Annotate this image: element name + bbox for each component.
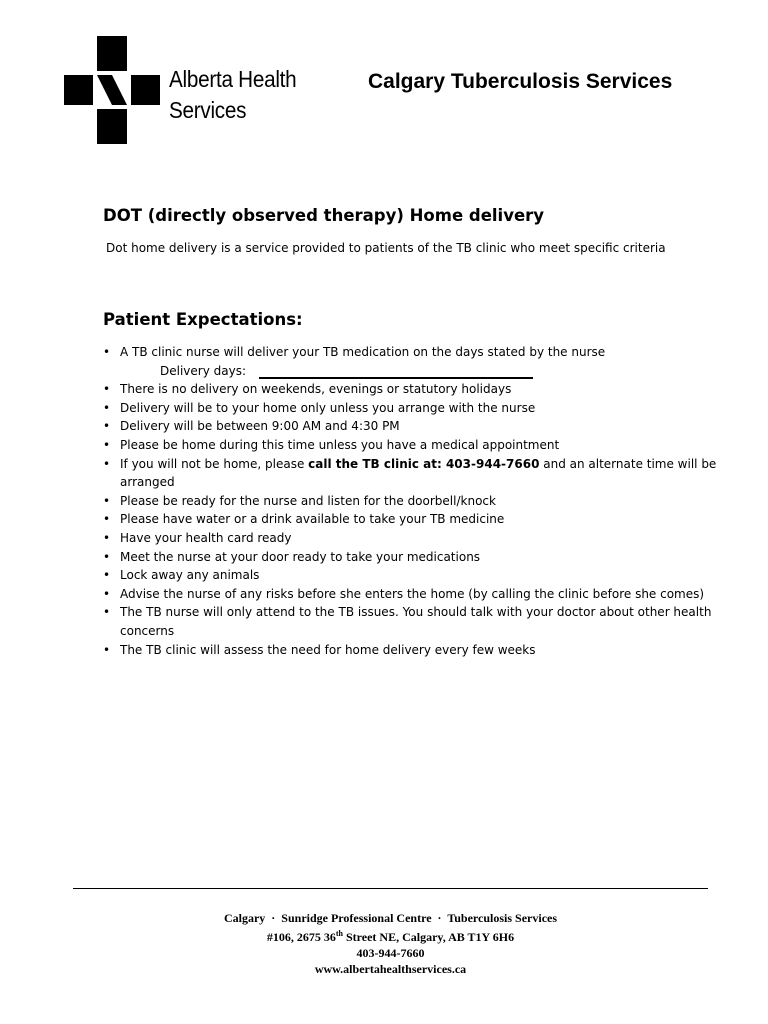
list-item xyxy=(103,603,723,640)
footer-separator: · xyxy=(437,911,442,925)
footer-address-part: Street NE, Calgary, AB T1Y 6H6 xyxy=(343,930,515,944)
list-item xyxy=(103,417,723,436)
list-item xyxy=(103,436,723,455)
footer-address-part: #106, 2675 36 xyxy=(266,930,336,944)
bullet-icon: • xyxy=(103,419,111,434)
footer-city: Calgary xyxy=(223,911,266,925)
list-item-text: The TB clinic will assess the need for home delivery every few weeks xyxy=(120,642,536,657)
bullet-icon: • xyxy=(103,642,111,657)
bullet-icon: • xyxy=(103,400,111,415)
alberta-health-services-logo-icon xyxy=(64,36,160,144)
list-item-text: A TB clinic nurse will deliver your TB medication on the days stated by the nurse xyxy=(120,345,606,359)
list-item-text: Have your health card ready xyxy=(120,530,292,545)
footer-separator: · xyxy=(271,911,276,925)
list-item xyxy=(103,529,723,548)
delivery-days-blank xyxy=(259,377,533,379)
list-item-text: Delivery will be to your home only unless you arrange with the nurse xyxy=(120,400,536,415)
delivery-days-label: Delivery days: xyxy=(160,363,246,378)
bullet-icon: • xyxy=(103,605,111,620)
bullet-icon: • xyxy=(103,549,111,564)
list-item-text: Meet the nurse at your door ready to take your medications xyxy=(120,549,481,564)
list-item xyxy=(103,492,723,511)
list-item-text: There is no delivery on weekends, evenings or statutory holidays xyxy=(120,382,512,397)
expectations-heading: Patient Expectations: xyxy=(103,310,303,329)
list-item xyxy=(103,510,723,529)
footer-line1 xyxy=(73,910,708,926)
org-title: Calgary Tuberculosis Services xyxy=(368,70,673,93)
list-item-text: Please be home during this time unless you have a medical appointment xyxy=(120,437,560,452)
footer-divider xyxy=(73,888,708,889)
bullet-icon: • xyxy=(103,512,111,527)
intro-text: Dot home delivery is a service provided to patients of the TB clinic who meet specific criteria xyxy=(106,241,666,255)
bullet-icon: • xyxy=(103,493,111,508)
bullet-icon: • xyxy=(103,456,111,471)
footer-address-sup: th xyxy=(335,929,343,938)
footer-service: Tuberculosis Services xyxy=(447,911,558,925)
bullet-icon: • xyxy=(103,530,111,545)
logo-wordmark xyxy=(169,64,296,126)
delivery-days-row xyxy=(120,362,723,381)
list-item-text: The TB nurse will only attend to the TB issues. You should talk with your doctor about other health concerns xyxy=(120,605,712,638)
list-item-text: If you will not be home, please xyxy=(120,456,309,471)
logo-text-line2: Services xyxy=(169,97,247,123)
list-item xyxy=(103,399,723,418)
list-item xyxy=(103,585,723,604)
list-item xyxy=(103,380,723,399)
footer xyxy=(73,910,708,977)
footer-centre: Sunridge Professional Centre xyxy=(281,911,432,925)
list-item-text: Lock away any animals xyxy=(120,568,260,583)
footer-address xyxy=(73,926,708,945)
bullet-icon: • xyxy=(103,568,111,583)
bullet-icon: • xyxy=(103,382,111,397)
footer-website: www.albertahealthservices.ca xyxy=(314,962,467,976)
list-item xyxy=(103,343,723,380)
document-heading: DOT (directly observed therapy) Home delivery xyxy=(103,206,545,225)
list-item-text: and an alternate time will be arranged xyxy=(120,456,717,490)
list-item xyxy=(103,548,723,567)
expectations-list xyxy=(103,343,723,659)
footer-phone: 403-944-7660 xyxy=(356,946,425,960)
list-item-text: Advise the nurse of any risks before she enters the home (by calling the clinic before she comes) xyxy=(120,586,705,601)
bullet-icon: • xyxy=(103,437,111,452)
clinic-phone-callout: call the TB clinic at: 403-944-7660 xyxy=(308,456,540,471)
list-item-text: Delivery will be between 9:00 AM and 4:30 PM xyxy=(120,419,400,434)
list-item-text: Please have water or a drink available to take your TB medicine xyxy=(120,512,505,527)
list-item xyxy=(103,641,723,660)
list-item xyxy=(103,566,723,585)
list-item-text: Please be ready for the nurse and listen for the doorbell/knock xyxy=(120,493,496,508)
list-item xyxy=(103,455,723,492)
logo-text-line1: Alberta Health xyxy=(169,66,297,92)
bullet-icon: • xyxy=(103,586,111,601)
bullet-icon: • xyxy=(103,345,111,359)
